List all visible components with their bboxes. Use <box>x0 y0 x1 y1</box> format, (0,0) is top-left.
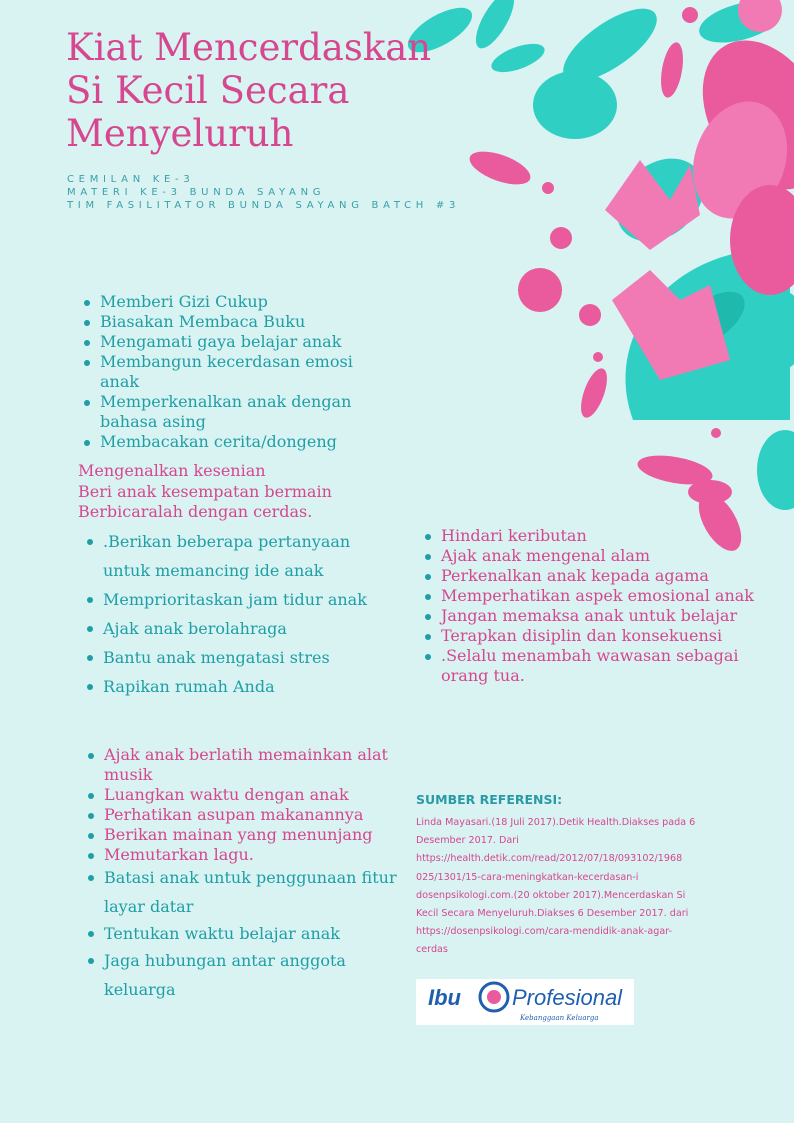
plain-tips <box>78 461 332 523</box>
reference-line: dosenpsikologi.com.(20 oktober 2017).Mencerdaskan Si <box>416 889 686 901</box>
list-item: Terapkan disiplin dan konsekuensi <box>441 626 761 646</box>
subtitle-line: CEMILAN KE-3 <box>67 174 195 185</box>
ibu-profesional-logo <box>416 979 634 1025</box>
logo-graphic <box>416 979 634 1025</box>
reference-line: cerdas <box>416 944 448 956</box>
list-item: Biasakan Membaca Buku <box>100 312 380 332</box>
list-item: Memprioritaskan jam tidur anak <box>103 585 393 614</box>
page-title <box>66 26 466 155</box>
list-item: Jaga hubungan antar anggota keluarga <box>104 946 414 1004</box>
tips-list-4 <box>441 526 761 686</box>
title-line: Kiat Mencerdaskan <box>66 26 432 69</box>
list-item: .Berikan beberapa pertanyaan untuk memancing ide anak <box>103 527 393 585</box>
logo-word-1: Ibu <box>428 985 461 1010</box>
list-item: Membacakan cerita/dongeng <box>100 432 380 452</box>
reference-line: Linda Mayasari.(18 Juli 2017).Detik Health.Diakses pada 6 <box>416 817 696 828</box>
reference-line: Kecil Secara Menyeluruh.Diakses 6 Desember 2017. dari <box>416 908 689 920</box>
title-line: Menyeluruh <box>66 112 294 155</box>
references-heading: SUMBER REFERENSI: <box>416 792 563 807</box>
list-item: Bantu anak mengatasi stres <box>103 643 393 672</box>
list-item: Jangan memaksa anak untuk belajar <box>441 606 761 626</box>
tips-list-2 <box>103 527 393 701</box>
list-item: .Selalu menambah wawasan sebagai orang tua. <box>441 646 761 686</box>
list-item: Batasi anak untuk penggunaan fitur layar datar <box>104 863 414 921</box>
list-item: Membangun kecerdasan emosi anak <box>100 352 380 392</box>
list-item: Perhatikan asupan makanannya <box>104 805 414 825</box>
title-line: Si Kecil Secara <box>66 69 350 112</box>
reference-line: 025/1301/15-cara-meningkatkan-kecerdasan-i <box>416 871 639 883</box>
list-item: Tentukan waktu belajar anak <box>104 919 414 948</box>
reference-line: Desember 2017. Dari <box>416 835 519 847</box>
list-item: Hindari keributan <box>441 526 761 546</box>
logo-tagline: Kebanggaan Keluarga <box>520 1014 599 1022</box>
list-item: Ajak anak berolahraga <box>103 614 393 643</box>
subtitle-block <box>67 173 460 212</box>
logo-word-2: Profesional <box>512 985 623 1010</box>
list-item: Ajak anak berlatih memainkan alat musik <box>104 745 414 785</box>
plain-line: Mengenalkan kesenian <box>78 461 266 480</box>
plain-line: Berbicaralah dengan cerdas. <box>78 502 313 521</box>
reference-line: https://dosenpsikologi.com/cara-mendidik-anak-agar- <box>416 926 673 938</box>
list-item: Mengamati gaya belajar anak <box>100 332 380 352</box>
list-item: Berikan mainan yang menunjang <box>104 825 414 845</box>
list-item: Rapikan rumah Anda <box>103 672 393 701</box>
subtitle-line: MATERI KE-3 BUNDA SAYANG <box>67 187 326 198</box>
list-item: Memberi Gizi Cukup <box>100 292 380 312</box>
list-item: Ajak anak mengenal alam <box>441 546 761 566</box>
list-item: Luangkan waktu dengan anak <box>104 785 414 805</box>
reference-line: https://health.detik.com/read/2012/07/18/093102/1968 <box>416 853 683 865</box>
tips-list-3 <box>104 745 414 1004</box>
subtitle-line: TIM FASILITATOR BUNDA SAYANG BATCH #3 <box>67 200 461 211</box>
references-text <box>416 814 736 960</box>
tips-list-1 <box>100 292 380 452</box>
plain-line: Beri anak kesempatan bermain <box>78 481 332 501</box>
list-item: Memutarkan lagu. <box>104 845 414 865</box>
list-item: Memperhatikan aspek emosional anak <box>441 586 761 606</box>
list-item: Memperkenalkan anak dengan bahasa asing <box>100 392 380 432</box>
list-item: Perkenalkan anak kepada agama <box>441 566 761 586</box>
